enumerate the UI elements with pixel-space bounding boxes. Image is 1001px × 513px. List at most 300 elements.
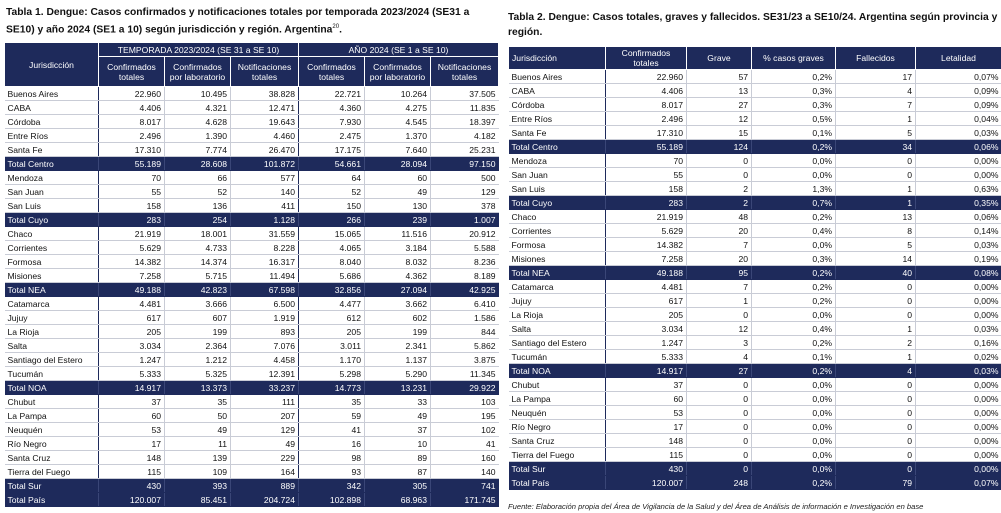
jurisdiction-cell: Santiago del Estero (509, 336, 606, 350)
value-cell: 893 (231, 325, 299, 339)
table2-body (509, 70, 1001, 490)
value-cell: 27.094 (365, 283, 431, 297)
value-cell: 4.321 (165, 101, 231, 115)
value-cell: 0,3% (752, 84, 836, 98)
value-cell: 602 (365, 311, 431, 325)
value-cell: 130 (365, 199, 431, 213)
jurisdiction-cell: Formosa (5, 255, 99, 269)
value-cell: 11.345 (431, 367, 499, 381)
value-cell: 1 (836, 182, 916, 196)
value-cell: 5.588 (431, 241, 499, 255)
jurisdiction-cell: San Juan (5, 185, 99, 199)
table-total-row (5, 479, 499, 493)
value-cell: 844 (431, 325, 499, 339)
value-cell: 0 (836, 308, 916, 322)
jurisdiction-cell: Formosa (509, 238, 606, 252)
jurisdiction-cell: Chaco (509, 210, 606, 224)
value-cell: 3.184 (365, 241, 431, 255)
value-cell: 120.007 (606, 476, 687, 490)
value-cell: 617 (99, 311, 165, 325)
value-cell: 0 (836, 434, 916, 448)
value-cell: 14.773 (299, 381, 365, 395)
table2 (508, 46, 1001, 490)
value-cell: 378 (431, 199, 499, 213)
table-row (5, 409, 499, 423)
value-cell: 0,00% (916, 154, 1001, 168)
value-cell: 0,00% (916, 308, 1001, 322)
value-cell: 11 (165, 437, 231, 451)
value-cell: 2.496 (99, 129, 165, 143)
value-cell: 0 (687, 154, 752, 168)
value-cell: 0,1% (752, 126, 836, 140)
jurisdiction-cell: San Luis (5, 199, 99, 213)
value-cell: 4.406 (606, 84, 687, 98)
value-cell: 7.774 (165, 143, 231, 157)
jurisdiction-cell: Tucumán (5, 367, 99, 381)
value-cell: 1.212 (165, 353, 231, 367)
table1-header-col: Notificaciones totales (231, 57, 299, 87)
value-cell: 2.341 (365, 339, 431, 353)
value-cell: 49 (165, 423, 231, 437)
value-cell: 160 (431, 451, 499, 465)
table2-header-col: Confirmados totales (606, 47, 687, 70)
value-cell: 70 (606, 154, 687, 168)
value-cell: 5.333 (606, 350, 687, 364)
table-total-row (509, 364, 1001, 378)
value-cell: 0,0% (752, 154, 836, 168)
value-cell: 18.001 (165, 227, 231, 241)
value-cell: 0 (836, 154, 916, 168)
value-cell: 500 (431, 171, 499, 185)
table-row (5, 367, 499, 381)
value-cell: 0 (687, 420, 752, 434)
value-cell: 0,63% (916, 182, 1001, 196)
value-cell: 6.500 (231, 297, 299, 311)
jurisdiction-cell: Tierra del Fuego (509, 448, 606, 462)
value-cell: 150 (299, 199, 365, 213)
value-cell: 89 (365, 451, 431, 465)
table-row (5, 339, 499, 353)
jurisdiction-cell: Total Centro (5, 157, 99, 171)
value-cell: 0,02% (916, 350, 1001, 364)
value-cell: 0,08% (916, 266, 1001, 280)
table1-title-text: Tabla 1. Dengue: Casos confirmados y notificaciones totales por temporada 2023/2024 (SE31 a SE10) y año 2024 (SE1 a 10) según jurisdicción y región. Argentina (6, 7, 470, 36)
jurisdiction-cell: Córdoba (509, 98, 606, 112)
value-cell: 577 (231, 171, 299, 185)
table-row (509, 294, 1001, 308)
value-cell: 5 (836, 126, 916, 140)
value-cell: 148 (606, 434, 687, 448)
value-cell: 612 (299, 311, 365, 325)
value-cell: 64 (299, 171, 365, 185)
value-cell: 27 (687, 98, 752, 112)
value-cell: 7.258 (606, 252, 687, 266)
table-row (5, 451, 499, 465)
value-cell: 13 (687, 84, 752, 98)
table-row (5, 101, 499, 115)
table-row (5, 353, 499, 367)
value-cell: 0,07% (916, 476, 1001, 490)
value-cell: 4 (836, 84, 916, 98)
table-row (5, 297, 499, 311)
value-cell: 0,2% (752, 294, 836, 308)
value-cell: 204.724 (231, 493, 299, 507)
table-row (5, 129, 499, 143)
value-cell: 0 (687, 378, 752, 392)
value-cell: 17 (836, 70, 916, 84)
value-cell: 22.960 (99, 87, 165, 101)
value-cell: 12.471 (231, 101, 299, 115)
value-cell: 35 (299, 395, 365, 409)
value-cell: 0,0% (752, 168, 836, 182)
table-row (5, 115, 499, 129)
value-cell: 21.919 (99, 227, 165, 241)
value-cell: 4.545 (365, 115, 431, 129)
value-cell: 0,4% (752, 224, 836, 238)
table-row (5, 269, 499, 283)
table-total-row (5, 283, 499, 297)
table-row (5, 143, 499, 157)
value-cell: 140 (231, 185, 299, 199)
value-cell: 42.823 (165, 283, 231, 297)
value-cell: 42.925 (431, 283, 499, 297)
value-cell: 4.733 (165, 241, 231, 255)
value-cell: 60 (365, 171, 431, 185)
value-cell: 1.128 (231, 213, 299, 227)
value-cell: 55.189 (99, 157, 165, 171)
value-cell: 52 (299, 185, 365, 199)
value-cell: 136 (165, 199, 231, 213)
source-note: Fuente: Elaboración propia del Área de Vigilancia de la Salud y del Área de Análisis de información e Investigación en base (508, 502, 924, 511)
value-cell: 1.919 (231, 311, 299, 325)
value-cell: 4.065 (299, 241, 365, 255)
value-cell: 283 (99, 213, 165, 227)
value-cell: 6.410 (431, 297, 499, 311)
value-cell: 205 (606, 308, 687, 322)
value-cell: 101.872 (231, 157, 299, 171)
jurisdiction-cell: CABA (509, 84, 606, 98)
value-cell: 0 (836, 280, 916, 294)
value-cell: 305 (365, 479, 431, 493)
value-cell: 0,00% (916, 420, 1001, 434)
value-cell: 0,00% (916, 448, 1001, 462)
value-cell: 8.189 (431, 269, 499, 283)
value-cell: 115 (606, 448, 687, 462)
value-cell: 195 (431, 409, 499, 423)
value-cell: 11.516 (365, 227, 431, 241)
jurisdiction-cell: Río Negro (5, 437, 99, 451)
value-cell: 0,2% (752, 364, 836, 378)
value-cell: 3.666 (165, 297, 231, 311)
value-cell: 19.643 (231, 115, 299, 129)
value-cell: 18.397 (431, 115, 499, 129)
value-cell: 0 (836, 378, 916, 392)
jurisdiction-cell: Total Sur (509, 462, 606, 476)
value-cell: 4 (687, 350, 752, 364)
value-cell: 8.040 (299, 255, 365, 269)
table-row (5, 255, 499, 269)
value-cell: 4.481 (606, 280, 687, 294)
jurisdiction-cell: La Rioja (509, 308, 606, 322)
table-row (5, 423, 499, 437)
table1-header-row-groups (5, 43, 499, 57)
value-cell: 13 (836, 210, 916, 224)
value-cell: 0,3% (752, 252, 836, 266)
value-cell: 25.231 (431, 143, 499, 157)
value-cell: 0,06% (916, 210, 1001, 224)
value-cell: 17.175 (299, 143, 365, 157)
value-cell: 0 (836, 168, 916, 182)
value-cell: 14.917 (99, 381, 165, 395)
value-cell: 0,00% (916, 392, 1001, 406)
value-cell: 20 (687, 224, 752, 238)
table2-header-col: % casos graves (752, 47, 836, 70)
value-cell: 14.382 (99, 255, 165, 269)
jurisdiction-cell: Misiones (5, 269, 99, 283)
value-cell: 0 (687, 168, 752, 182)
value-cell: 8.017 (606, 98, 687, 112)
value-cell: 3 (687, 336, 752, 350)
jurisdiction-cell: Total Cuyo (5, 213, 99, 227)
table2-title: Tabla 2. Dengue: Casos totales, graves y fallecidos. SE31/23 a SE10/24. Argentina según provincia y región. (508, 12, 998, 38)
value-cell: 0,16% (916, 336, 1001, 350)
value-cell: 4.458 (231, 353, 299, 367)
table1-header-col: Notificaciones totales (431, 57, 499, 87)
value-cell: 5.862 (431, 339, 499, 353)
value-cell: 164 (231, 465, 299, 479)
value-cell: 52 (165, 185, 231, 199)
jurisdiction-cell: Tierra del Fuego (5, 465, 99, 479)
value-cell: 120.007 (99, 493, 165, 507)
value-cell: 393 (165, 479, 231, 493)
table-row (5, 185, 499, 199)
value-cell: 98 (299, 451, 365, 465)
value-cell: 7 (687, 238, 752, 252)
value-cell: 0,0% (752, 434, 836, 448)
value-cell: 266 (299, 213, 365, 227)
value-cell: 20 (687, 252, 752, 266)
jurisdiction-cell: Salta (509, 322, 606, 336)
jurisdiction-cell: Misiones (509, 252, 606, 266)
table-row (5, 87, 499, 101)
value-cell: 3.034 (606, 322, 687, 336)
jurisdiction-cell: Chubut (509, 378, 606, 392)
jurisdiction-cell: Jujuy (5, 311, 99, 325)
jurisdiction-cell: Total NOA (5, 381, 99, 395)
jurisdiction-cell: Río Negro (509, 420, 606, 434)
value-cell: 97.150 (431, 157, 499, 171)
table-total-row (509, 196, 1001, 210)
value-cell: 55 (99, 185, 165, 199)
value-cell: 28.608 (165, 157, 231, 171)
value-cell: 1.137 (365, 353, 431, 367)
value-cell: 49.188 (99, 283, 165, 297)
table-row (5, 227, 499, 241)
table1-header-col: Confirmados por laboratorio (165, 57, 231, 87)
value-cell: 14.917 (606, 364, 687, 378)
value-cell: 22.721 (299, 87, 365, 101)
value-cell: 70 (99, 171, 165, 185)
value-cell: 0,5% (752, 112, 836, 126)
value-cell: 68.963 (365, 493, 431, 507)
jurisdiction-cell: Mendoza (5, 171, 99, 185)
value-cell: 4.406 (99, 101, 165, 115)
value-cell: 15.065 (299, 227, 365, 241)
value-cell: 205 (299, 325, 365, 339)
table-row (509, 406, 1001, 420)
value-cell: 0 (687, 392, 752, 406)
value-cell: 617 (606, 294, 687, 308)
value-cell: 1.247 (99, 353, 165, 367)
value-cell: 283 (606, 196, 687, 210)
value-cell: 0,0% (752, 378, 836, 392)
table-row (509, 420, 1001, 434)
value-cell: 8.236 (431, 255, 499, 269)
table2-header-col: Fallecidos (836, 47, 916, 70)
value-cell: 254 (165, 213, 231, 227)
value-cell: 17.310 (99, 143, 165, 157)
value-cell: 0,2% (752, 140, 836, 154)
value-cell: 2 (836, 336, 916, 350)
jurisdiction-cell: Santa Fe (5, 143, 99, 157)
value-cell: 37 (99, 395, 165, 409)
value-cell: 199 (165, 325, 231, 339)
value-cell: 12 (687, 112, 752, 126)
value-cell: 0,0% (752, 238, 836, 252)
value-cell: 60 (606, 392, 687, 406)
jurisdiction-cell: Chaco (5, 227, 99, 241)
value-cell: 0,35% (916, 196, 1001, 210)
value-cell: 102 (431, 423, 499, 437)
value-cell: 0,00% (916, 280, 1001, 294)
value-cell: 229 (231, 451, 299, 465)
value-cell: 85.451 (165, 493, 231, 507)
table-row (509, 112, 1001, 126)
jurisdiction-cell: Santa Cruz (509, 434, 606, 448)
value-cell: 48 (687, 210, 752, 224)
jurisdiction-cell: Catamarca (509, 280, 606, 294)
value-cell: 109 (165, 465, 231, 479)
value-cell: 37 (606, 378, 687, 392)
value-cell: 31.559 (231, 227, 299, 241)
table-row (509, 434, 1001, 448)
jurisdiction-cell: Mendoza (509, 154, 606, 168)
value-cell: 5.325 (165, 367, 231, 381)
value-cell: 248 (687, 476, 752, 490)
value-cell: 4 (836, 364, 916, 378)
value-cell: 103 (431, 395, 499, 409)
table1-title-footnote: 20 (332, 24, 340, 30)
value-cell: 33.237 (231, 381, 299, 395)
jurisdiction-cell: Jujuy (509, 294, 606, 308)
value-cell: 0 (687, 434, 752, 448)
value-cell: 40 (836, 266, 916, 280)
value-cell: 0,2% (752, 476, 836, 490)
table1-header-anio: AÑO 2024 (SE 1 a SE 10) (299, 43, 499, 57)
value-cell: 1 (836, 112, 916, 126)
value-cell: 54.661 (299, 157, 365, 171)
jurisdiction-cell: Córdoba (5, 115, 99, 129)
value-cell: 0,00% (916, 378, 1001, 392)
value-cell: 34 (836, 140, 916, 154)
value-cell: 7 (687, 280, 752, 294)
value-cell: 14.374 (165, 255, 231, 269)
table-row (509, 252, 1001, 266)
table1-header-temporada: TEMPORADA 2023/2024 (SE 31 a SE 10) (99, 43, 299, 57)
value-cell: 102.898 (299, 493, 365, 507)
value-cell: 0,06% (916, 140, 1001, 154)
value-cell: 2.496 (606, 112, 687, 126)
value-cell: 5.629 (99, 241, 165, 255)
value-cell: 29.922 (431, 381, 499, 395)
value-cell: 0,0% (752, 420, 836, 434)
table-row (5, 395, 499, 409)
value-cell: 1.390 (165, 129, 231, 143)
value-cell: 7 (836, 98, 916, 112)
table-row (5, 171, 499, 185)
value-cell: 124 (687, 140, 752, 154)
value-cell: 13.231 (365, 381, 431, 395)
value-cell: 60 (99, 409, 165, 423)
value-cell: 0,03% (916, 238, 1001, 252)
value-cell: 1 (836, 350, 916, 364)
value-cell: 8 (836, 224, 916, 238)
table1-title (6, 5, 500, 37)
value-cell: 3.875 (431, 353, 499, 367)
table-row (509, 350, 1001, 364)
value-cell: 1.170 (299, 353, 365, 367)
jurisdiction-cell: Corrientes (5, 241, 99, 255)
value-cell: 158 (606, 182, 687, 196)
value-cell: 2.475 (299, 129, 365, 143)
jurisdiction-cell: La Pampa (509, 392, 606, 406)
value-cell: 41 (299, 423, 365, 437)
table-row (509, 70, 1001, 84)
table-row (5, 437, 499, 451)
value-cell: 15 (687, 126, 752, 140)
value-cell: 1.247 (606, 336, 687, 350)
jurisdiction-cell: Total Sur (5, 479, 99, 493)
value-cell: 4.362 (365, 269, 431, 283)
value-cell: 1.370 (365, 129, 431, 143)
value-cell: 33 (365, 395, 431, 409)
jurisdiction-cell: Santa Fe (509, 126, 606, 140)
value-cell: 889 (231, 479, 299, 493)
value-cell: 148 (99, 451, 165, 465)
table-row (509, 182, 1001, 196)
table-row (509, 448, 1001, 462)
value-cell: 49.188 (606, 266, 687, 280)
value-cell: 87 (365, 465, 431, 479)
value-cell: 0,09% (916, 84, 1001, 98)
value-cell: 5.298 (299, 367, 365, 381)
value-cell: 5.715 (165, 269, 231, 283)
value-cell: 66 (165, 171, 231, 185)
table-total-row (5, 213, 499, 227)
value-cell: 0,2% (752, 266, 836, 280)
table1-header-col: Confirmados totales (299, 57, 365, 87)
table-row (509, 98, 1001, 112)
table2-header-col: Grave (687, 47, 752, 70)
value-cell: 7.258 (99, 269, 165, 283)
value-cell: 0,4% (752, 322, 836, 336)
table-total-row (509, 140, 1001, 154)
table-row (509, 322, 1001, 336)
jurisdiction-cell: Corrientes (509, 224, 606, 238)
value-cell: 342 (299, 479, 365, 493)
table1-body (5, 87, 499, 507)
value-cell: 239 (365, 213, 431, 227)
